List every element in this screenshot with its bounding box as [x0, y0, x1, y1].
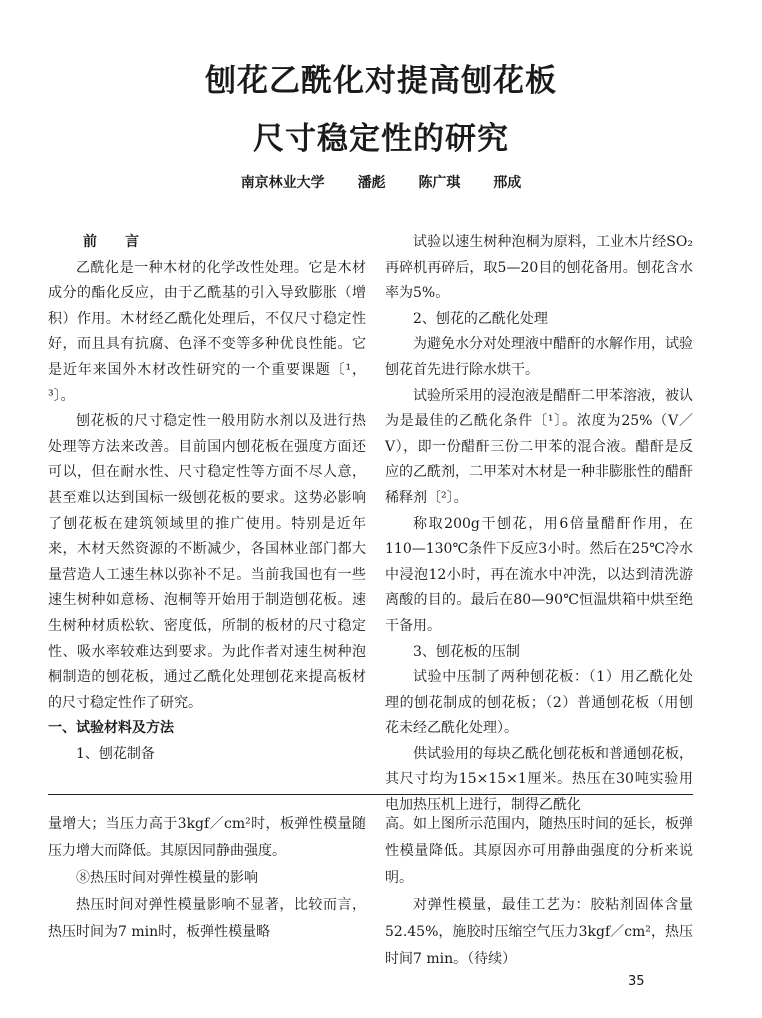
lower-left-column [48, 811, 366, 946]
upper-right-column [385, 230, 693, 819]
author-name: 潘彪 [357, 175, 386, 191]
paragraph: 供试验用的每块乙酰化刨花板和普通刨花板，其尺寸均为15×15×1厘米。热压在30吨实验用电加热压机上进行，制得乙酰化 [385, 745, 693, 814]
subsection-heading: 1、刨花制备 [76, 745, 155, 762]
paragraph: 对弹性模量，最佳工艺为：胶粘剂固体含量52.45%，施胶时压缩空气压力3kgf／cm²，热压时间7 min。（待续） [385, 897, 693, 967]
paragraph-continued: 高。如上图所示范围内，随热压时间的延长，板弹性模量降低。其原因亦可用静曲强度的分析来说明。 [385, 816, 693, 886]
subsection-heading: ⑧热压时间对弹性模量的影响 [76, 870, 258, 886]
upper-left-column [48, 230, 366, 767]
paragraph: 刨花板的尺寸稳定性一般用防水剂以及进行热处理等方法来改善。目前国内刨花板在强度方面还可以，但在耐水性、尺寸稳定性等方面不尽人意，甚至难以达到国标一级刨花板的要求。这势必影响了刨花板在建筑领域里的推广使用。特别是近年来，木材天然资源的不断减少，各国林业部门都大量营造人工速生林以弥补不足。当前我国也有一些速生树种如意杨、泡桐等开始用于制造刨花板。速生树种材质松软、密度低，所制的板材的尺寸稳定性、吸水率较难达到要求。为此作者对速生树种泡桐制造的刨花板，通过乙酰化处理刨花来提高板材的尺寸稳定性作了研究。 [48, 413, 366, 711]
author-name: 邢成 [493, 175, 522, 191]
title-line-2: 尺寸稳定性的研究 [253, 121, 509, 157]
author-line [0, 172, 762, 192]
paragraph: 乙酰化是一种木材的化学改性处理。它是木材成分的酯化反应，由于乙酰基的引入导致膨胀（增积）作用。木材经乙酰化处理后，不仅尺寸稳定性好，而且具有抗腐、色泽不变等多种优良性能。它是近年来国外木材改性研究的一个重要课题〔¹，³〕。 [48, 259, 366, 404]
paragraph: 为避免水分对处理液中醋酐的水解作用，试验刨花首先进行除水烘干。 [385, 336, 693, 378]
section-heading: 前 言 [83, 234, 139, 250]
paragraph: 试验中压制了两种刨花板：（1）用乙酰化处理的刨花制成的刨花板；（2）普通刨花板（用刨花未经乙酰化处理）。 [385, 669, 693, 737]
section-divider [48, 794, 693, 795]
title-line-1: 刨花乙酰化对提高刨花板 [205, 63, 557, 99]
paragraph-continued: 量增大；当压力高于3kgf／cm²时，板弹性模量随压力增大而降低。其原因同静曲强度。 [48, 816, 366, 859]
subsection-heading: 3、刨花板的压制 [413, 643, 520, 660]
lower-right-column [385, 811, 693, 973]
section-heading: 一、试验材料及方法 [48, 720, 174, 737]
paragraph: 试验所采用的浸泡液是醋酐二甲苯溶液，被认为是最佳的乙酰化条件〔¹〕。浓度为25%（V／V），即一份醋酐三份二甲苯的混合液。醋酐是反应的乙酰剂，二甲苯对木材是一种非膨胀性的醋酐稀释剂〔²〕。 [385, 387, 693, 506]
subsection-heading: 2、刨花的乙酰化处理 [413, 310, 548, 327]
paragraph: 试验以速生树种泡桐为原料，工业木片经SO₂再碎机再碎后，取5—20目的刨花备用。刨花含水率为5%。 [385, 234, 693, 302]
paragraph: 称取200g干刨花，用6倍量醋酐作用，在110—130℃条件下反应3小时。然后在25℃冷水中浸泡12小时，再在流水中冲洗，以达到清洗游离酸的目的。最后在80—90℃恒温烘箱中烘至绝干备用。 [385, 515, 693, 634]
affiliation: 南京林业大学 [240, 175, 325, 191]
paragraph: 热压时间对弹性模量影响不显著，比较而言，热压时间为7 min时，板弹性模量略 [48, 897, 366, 940]
page-number: 35 [628, 974, 645, 989]
author-name: 陈广琪 [418, 175, 461, 191]
